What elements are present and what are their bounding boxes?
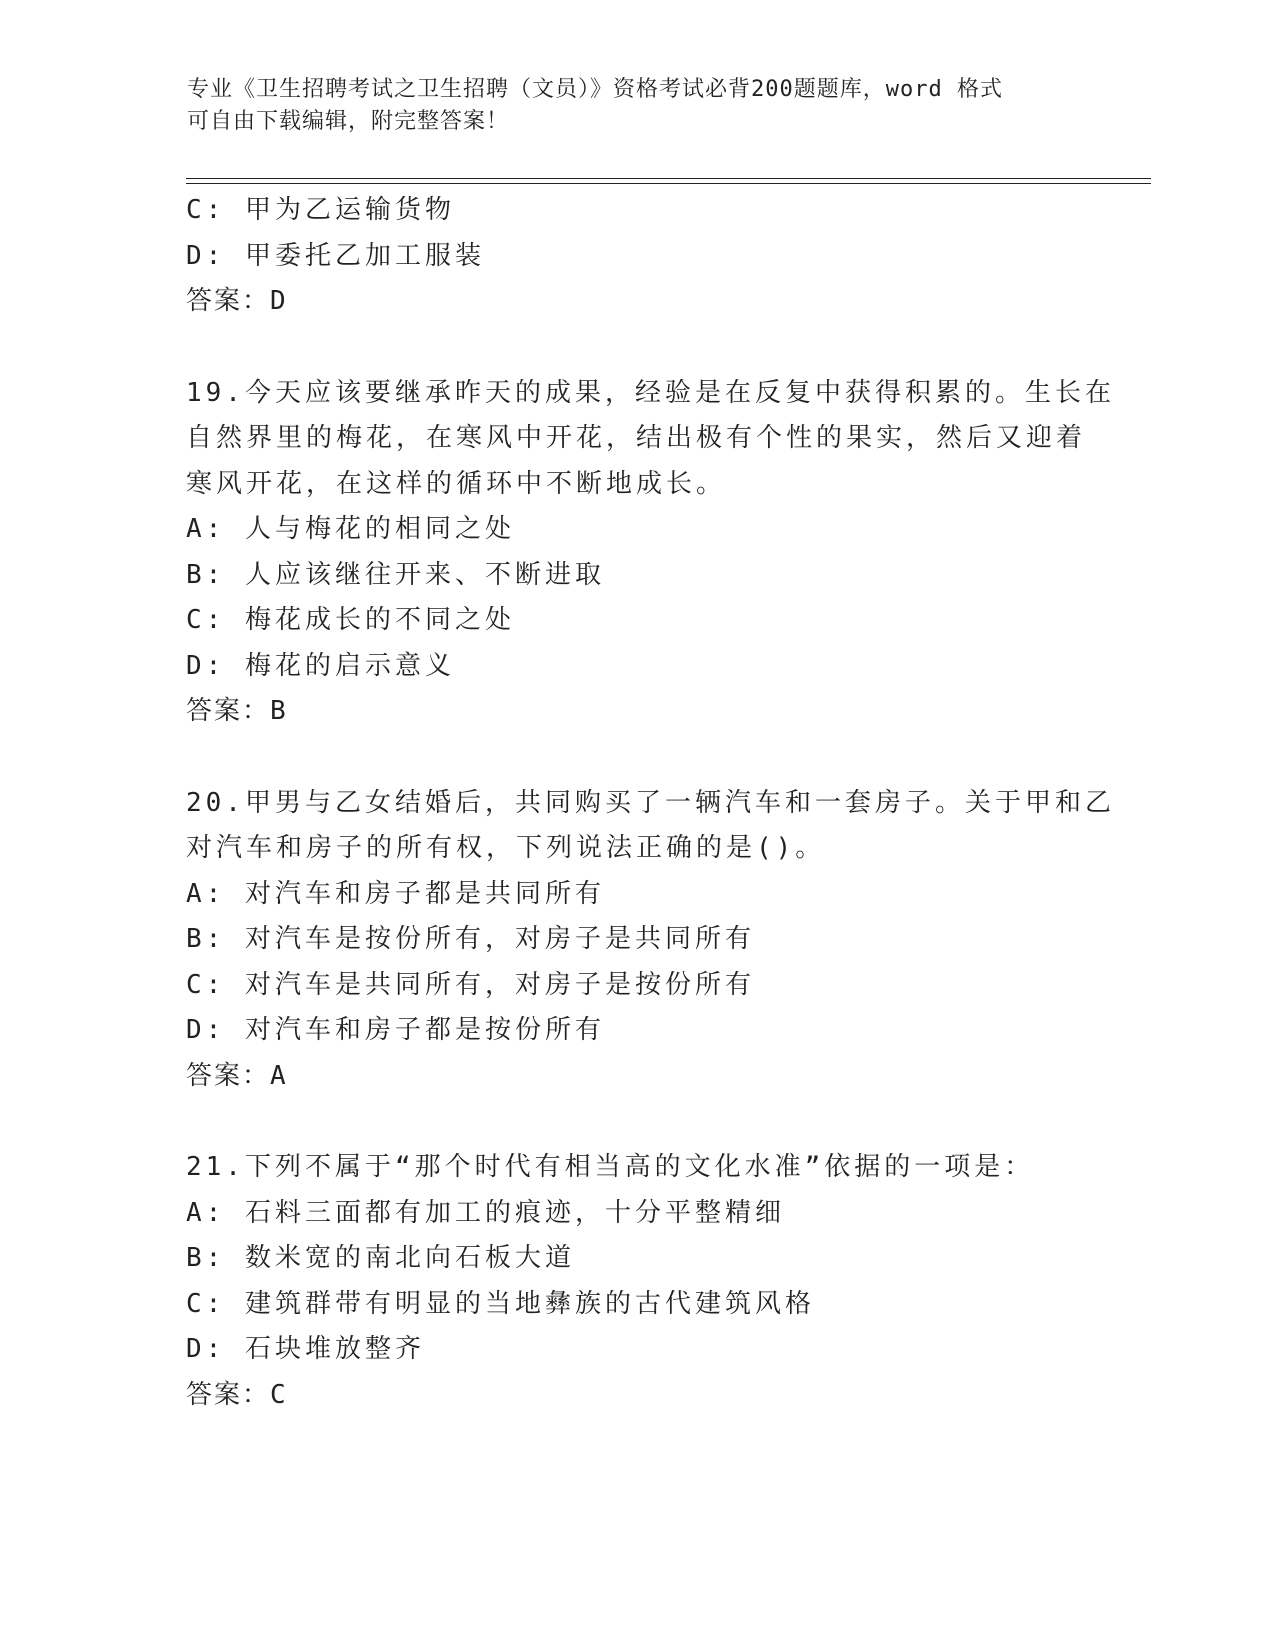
option-b: B: 数米宽的南北向石板大道: [186, 1243, 575, 1273]
document-header: [187, 74, 1067, 138]
spacer: [186, 735, 1136, 781]
question-stem-line: 寒风开花，在这样的循环中不断地成长。: [186, 468, 727, 499]
option-b: B: 人应该继往开来、不断进取: [186, 559, 605, 590]
question-stem-line: 21.下列不属于“那个时代有相当高的文化水准”依据的一项是：: [186, 1152, 1035, 1182]
option-c: C: 建筑群带有明显的当地彝族的古代建筑风格: [186, 1288, 815, 1319]
answer-text: 答案：D: [186, 286, 288, 316]
header-divider-bottom: [186, 183, 1151, 184]
option-b: B: 对汽车是按份所有，对房子是共同所有: [186, 924, 755, 954]
question-list: [186, 188, 1136, 1418]
spacer: [186, 1099, 1136, 1145]
question-stem-line: 自然界里的梅花，在寒风中开花，结出极有个性的果实，然后又迎着: [186, 423, 1087, 453]
question-stem-line: 19.今天应该要继承昨天的成果，经验是在反复中获得积累的。生长在: [186, 377, 1115, 408]
question-stem-line: 20.甲男与乙女结婚后，共同购买了一辆汽车和一套房子。关于甲和乙: [186, 787, 1115, 818]
question-fragment-18: [186, 188, 1136, 325]
question-stem-line: 对汽车和房子的所有权，下列说法正确的是()。: [186, 833, 826, 863]
answer-text: 答案：A: [186, 1060, 288, 1091]
option-d: D: 石块堆放整齐: [186, 1334, 425, 1364]
option-d: D: 甲委托乙加工服装: [186, 240, 485, 271]
header-title-line-1: 专业《卫生招聘考试之卫生招聘（文员）》资格考试必背200题题库，word 格式: [187, 77, 1003, 102]
option-d: D: 梅花的启示意义: [186, 650, 455, 681]
option-d: D: 对汽车和房子都是按份所有: [186, 1015, 605, 1045]
option-c: C: 梅花成长的不同之处: [186, 605, 515, 635]
option-c: C: 对汽车是共同所有，对房子是按份所有: [186, 969, 755, 1000]
option-a: A: 对汽车和房子都是共同所有: [186, 878, 605, 909]
option-c: C: 甲为乙运输货物: [186, 195, 455, 225]
question-19: [186, 371, 1136, 735]
option-a: A: 人与梅花的相同之处: [186, 514, 515, 544]
header-divider-top: [186, 178, 1151, 179]
question-21: [186, 1145, 1136, 1418]
header-title-line-2: 可自由下载编辑，附完整答案！: [187, 109, 510, 134]
question-20: [186, 781, 1136, 1100]
option-a: A: 石料三面都有加工的痕迹，十分平整精细: [186, 1197, 785, 1228]
answer-text: 答案：B: [186, 696, 288, 726]
spacer: [186, 325, 1136, 371]
answer-text: 答案：C: [186, 1379, 288, 1410]
